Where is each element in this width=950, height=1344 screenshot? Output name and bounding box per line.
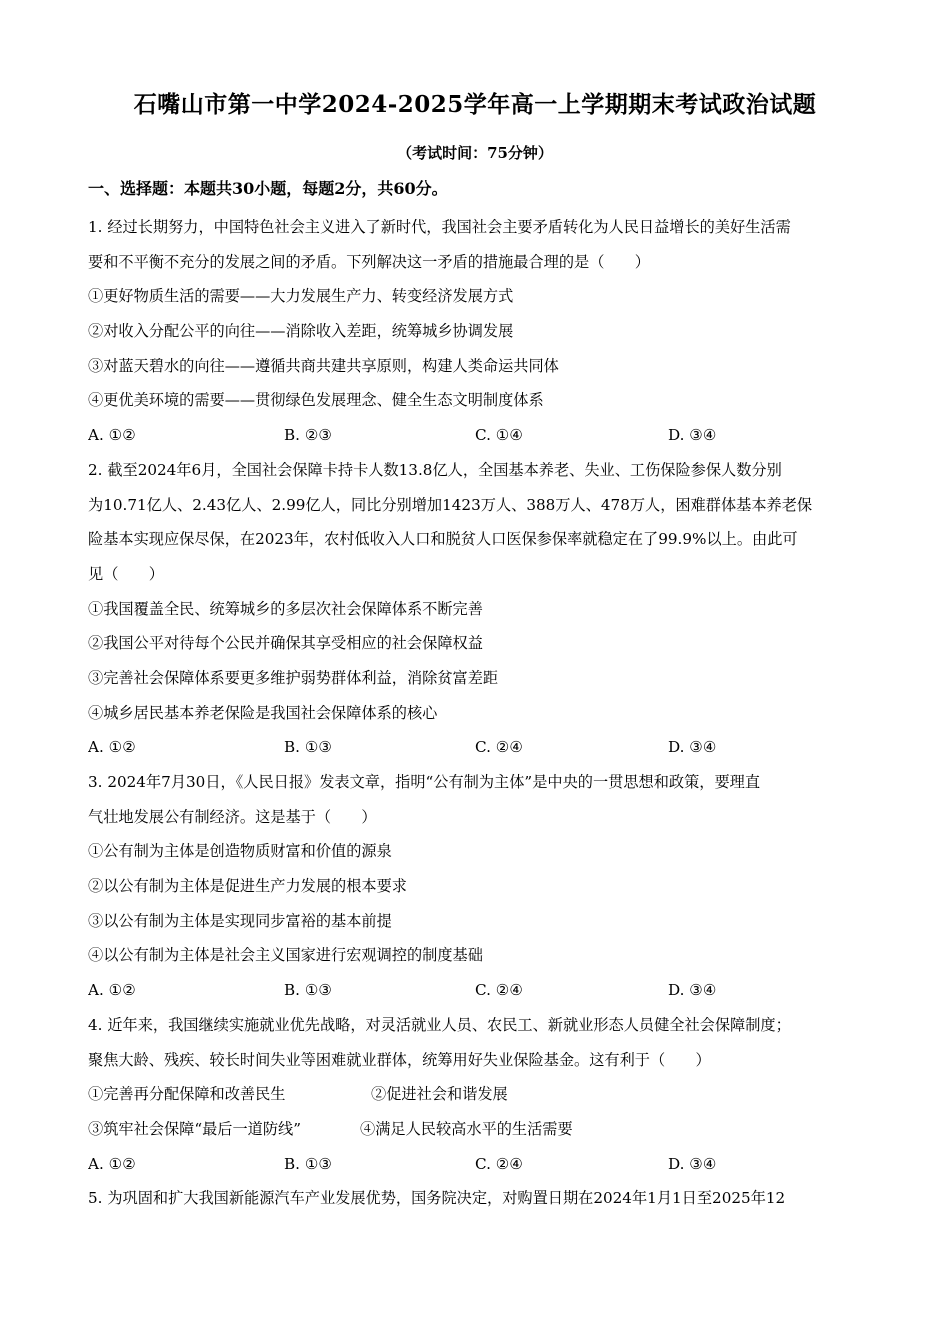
statement-item: ②以公有制为主体是促进生产力发展的根本要求 — [88, 877, 407, 896]
option-d: D. ③④ — [668, 426, 717, 445]
option-a: A. ①② — [88, 1154, 136, 1173]
option-b: B. ①③ — [284, 738, 333, 757]
statement-item: ③对蓝天碧水的向往——遵循共商共建共享原则，构建人类命运共同体 — [88, 356, 559, 375]
statement-pair — [88, 1112, 868, 1147]
statement-item: ①完善再分配保障和改善民生 — [88, 1085, 286, 1104]
statement-pair — [88, 1077, 868, 1112]
statement-item: ④更优美环境的需要——贯彻绿色发展理念、健全生态文明制度体系 — [88, 391, 544, 410]
question-1 — [88, 210, 868, 453]
option-c: C. ②④ — [475, 981, 523, 1000]
statement-item: ③以公有制为主体是实现同步富裕的基本前提 — [88, 911, 392, 930]
answer-options — [88, 1147, 868, 1182]
option-b: B. ①③ — [284, 1154, 333, 1173]
answer-options — [88, 730, 868, 765]
statement-item: ①更好物质生活的需要——大力发展生产力、转变经济发展方式 — [88, 287, 514, 306]
answer-options — [88, 973, 868, 1008]
option-d: D. ③④ — [668, 1154, 717, 1173]
question-stem-line: 4. 近年来，我国继续实施就业优先战略，对灵活就业人员、农民工、新就业形态人员健全社会保障制度； — [88, 1015, 791, 1034]
statement-item: ②我国公平对待每个公民并确保其享受相应的社会保障权益 — [88, 634, 483, 653]
question-stem-line: 2. 截至2024年6月，全国社会保障卡持卡人数13.8亿人，全国基本养老、失业、工伤保险参保人数分别 — [88, 460, 782, 479]
option-d: D. ③④ — [668, 738, 717, 757]
question-stem-line: 5. 为巩固和扩大我国新能源汽车产业发展优势，国务院决定，对购置日期在2024年1月1日至2025年12 — [88, 1189, 786, 1208]
option-c: C. ①④ — [475, 426, 523, 445]
question-stem-line: 为10.71亿人、2.43亿人、2.99亿人，同比分别增加1423万人、388万人、478万人，困难群体基本养老保 — [88, 495, 813, 514]
question-stem-line: 聚焦大龄、残疾、较长时间失业等困难就业群体，统筹用好失业保险基金。这有利于（ ） — [88, 1050, 711, 1069]
statement-item: ③完善社会保障体系要更多维护弱势群体利益，消除贫富差距 — [88, 668, 499, 687]
option-d: D. ③④ — [668, 981, 717, 1000]
option-a: A. ①② — [88, 738, 136, 757]
statement-item: ②对收入分配公平的向往——消除收入差距，统筹城乡协调发展 — [88, 322, 514, 341]
question-stem-line: 要和不平衡不充分的发展之间的矛盾。下列解决这一矛盾的措施最合理的是（ ） — [88, 252, 650, 271]
option-b: B. ①③ — [284, 981, 333, 1000]
exam-duration: （考试时间：75分钟） — [397, 144, 553, 162]
question-2 — [88, 453, 868, 765]
question-stem-line: 险基本实现应保尽保，在2023年，农村低收入人口和脱贫人口医保参保率就稳定在了99.9%以上。由此可 — [88, 530, 798, 549]
statement-item: ②促进社会和谐发展 — [371, 1085, 508, 1104]
question-stem-line: 见（ ） — [88, 564, 164, 583]
question-stem-line: 1. 经过长期努力，中国特色社会主义进入了新时代，我国社会主要矛盾转化为人民日益增长的美好生活需 — [88, 218, 791, 236]
option-c: C. ②④ — [475, 1154, 523, 1173]
question-stem-line: 3. 2024年7月30日，《人民日报》发表文章，指明“公有制为主体”是中央的一贯思想和政策，要理直 — [88, 773, 761, 791]
question-4 — [88, 1008, 868, 1181]
option-a: A. ①② — [88, 981, 136, 1000]
statement-item: ④满足人民较高水平的生活需要 — [360, 1119, 573, 1138]
option-b: B. ②③ — [284, 426, 333, 445]
answer-options — [88, 418, 868, 453]
page-title: 石嘴山市第一中学2024-2025学年高一上学期期末考试政治试题 — [133, 91, 817, 118]
option-c: C. ②④ — [475, 738, 523, 757]
question-3 — [88, 765, 868, 1008]
statement-item: ③筑牢社会保障“最后一道防线” — [88, 1119, 301, 1138]
question-list — [88, 210, 868, 1216]
option-a: A. ①② — [88, 426, 136, 445]
statement-item: ①公有制为主体是创造物质财富和价值的源泉 — [88, 842, 392, 861]
question-stem-line: 气壮地发展公有制经济。这是基于（ ） — [88, 807, 377, 826]
statement-item: ④城乡居民基本养老保险是我国社会保障体系的核心 — [88, 703, 438, 722]
question-5 — [88, 1181, 868, 1216]
statement-item: ①我国覆盖全民、统筹城乡的多层次社会保障体系不断完善 — [88, 599, 483, 618]
statement-item: ④以公有制为主体是社会主义国家进行宏观调控的制度基础 — [88, 946, 483, 965]
section-heading: 一、选择题：本题共30小题，每题2分，共60分。 — [88, 179, 448, 198]
